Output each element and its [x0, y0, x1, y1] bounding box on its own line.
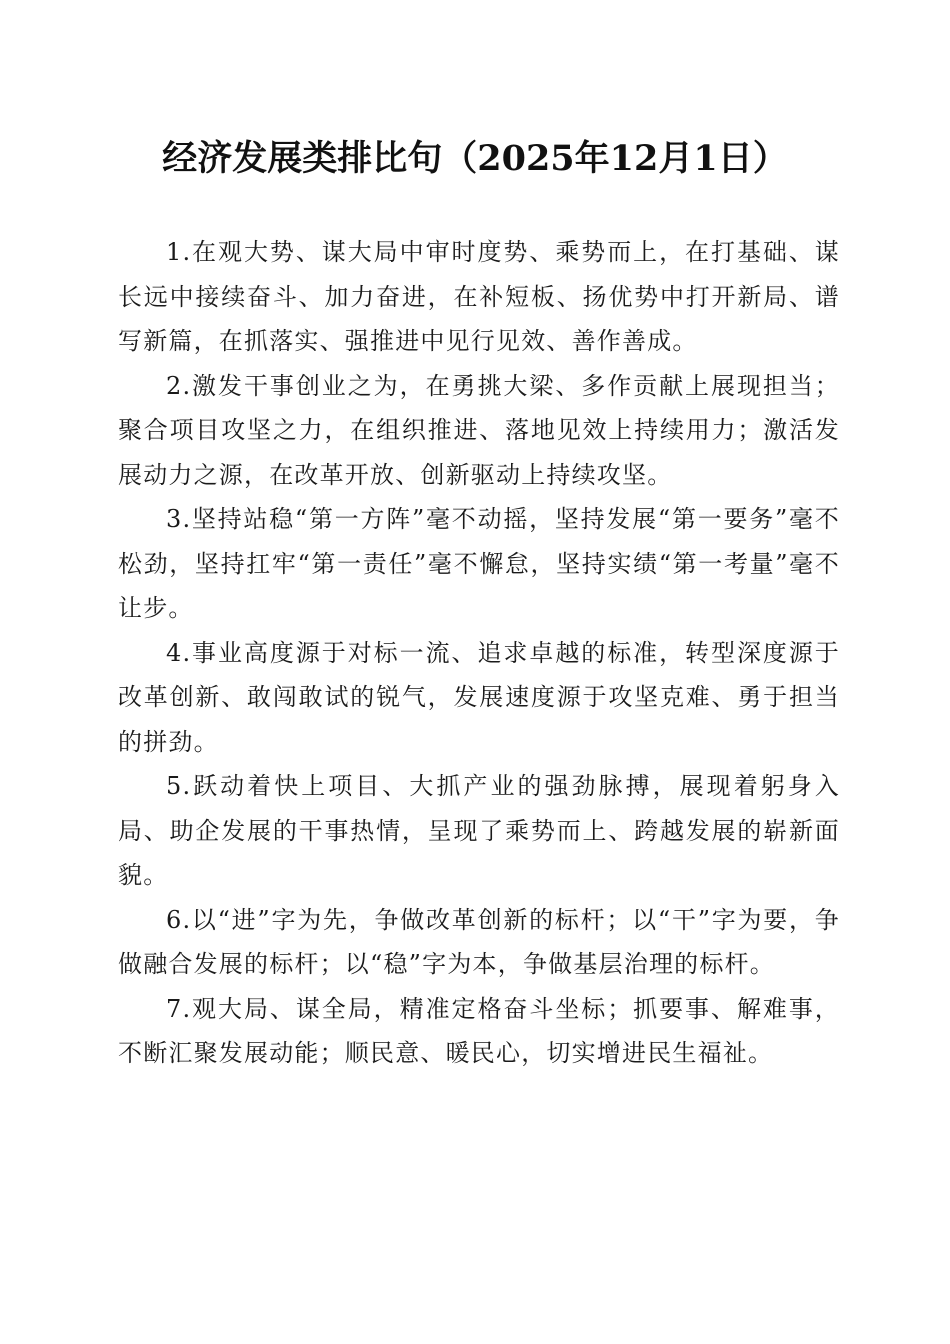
paragraph-2: 2.激发干事创业之为，在勇挑大梁、多作贡献上展现担当；聚合项目攻坚之力，在组织推进、落地见效上持续用力；激活发展动力之源，在改革开放、创新驱动上持续攻坚。 [118, 371, 840, 489]
paragraph-4: 4.事业高度源于对标一流、追求卓越的标准，转型深度源于改革创新、敢闯敢试的锐气，发展速度源于攻坚克难、勇于担当的拼劲。 [118, 638, 840, 756]
paragraph-1: 1.在观大势、谋大局中审时度势、乘势而上，在打基础、谋长远中接续奋斗、加力奋进，在补短板、扬优势中打开新局、谱写新篇，在抓落实、强推进中见行见效、善作善成。 [118, 238, 840, 355]
document-title: 经济发展类排比句（2025年12月1日） [162, 138, 788, 179]
paragraph-3: 3.坚持站稳“第一方阵”毫不动摇，坚持发展“第一要务”毫不松劲，坚持扛牢“第一责任”毫不懈怠，坚持实绩“第一考量”毫不让步。 [118, 505, 840, 622]
paragraph-7: 7.观大局、谋全局，精准定格奋斗坐标；抓要事、解难事，不断汇聚发展动能；顺民意、暖民心，切实增进民生福祉。 [118, 994, 840, 1067]
paragraph-6: 6.以“进”字为先，争做改革创新的标杆；以“干”字为要，争做融合发展的标杆；以“稳”字为本，争做基层治理的标杆。 [118, 905, 840, 978]
paragraph-5: 5.跃动着快上项目、大抓产业的强劲脉搏，展现着躬身入局、助企发展的干事热情，呈现了乘势而上、跨越发展的崭新面貌。 [118, 772, 840, 889]
document-body [118, 230, 840, 1076]
